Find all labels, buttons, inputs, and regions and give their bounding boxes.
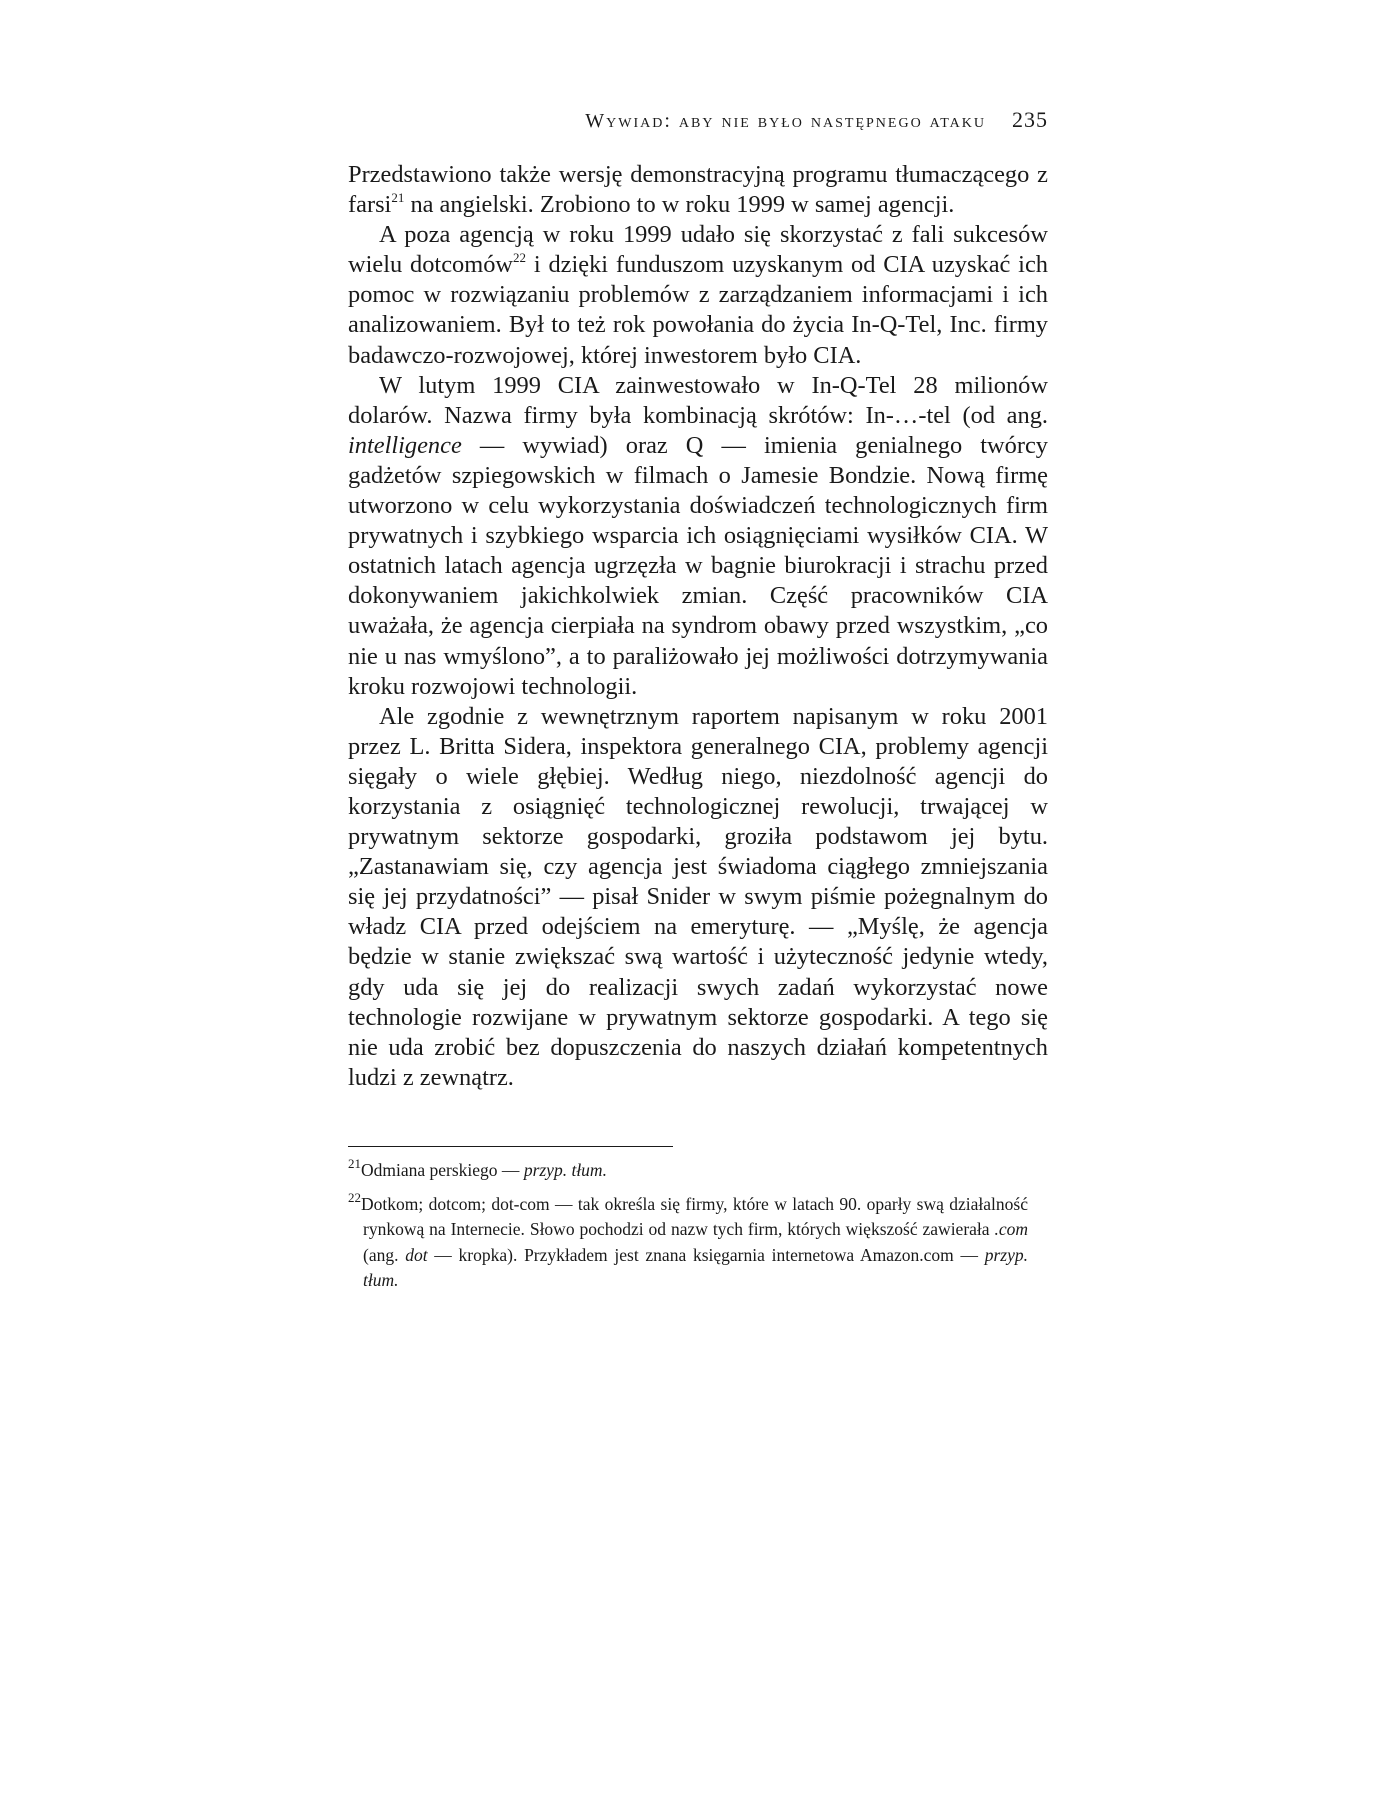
footnote-22: $^{22}$Dotkom; dotcom; dot-com — tak określa się firmy, które w latach 90. oparły swą działalność rynkową na Internecie. Słowo pochodzi od nazw tych firm, których większość zawierała .com (ang. dot — kropka). Przykładem jest znana księgarnia internetowa Amazon.com — przyp. tłum. [348, 1189, 1028, 1290]
paragraph-1: Przedstawiono także wersję demonstracyjną programu tłumaczącego z farsi$^{21}$ na angielski. Zrobiono to w roku 1999 w samej agencji. [348, 161, 1048, 219]
footnote-ref-21: 21 [391, 190, 405, 206]
italic-term: intelligence [348, 431, 462, 459]
page-number: 235 [1012, 107, 1048, 132]
main-text [348, 160, 1048, 1093]
footnote-number: 22 [348, 1189, 361, 1205]
paragraph-2: A poza agencją w roku 1999 udało się skorzystać z fali sukcesów wielu dotcomów$^{22}$ i dzięki funduszom uzyskanym od CIA uzyskać ich pomoc w rozwiązaniu problemów z zarządzaniem informacjami i ich analizowaniem. Był to też rok powołania do życia In-Q-Tel, Inc. firmy badawczo-rozwojowej, której inwestorem było CIA. [348, 221, 1048, 369]
footnote-21: $^{21}$Odmiana perskiego — przyp. tłum. [348, 1156, 607, 1180]
footnote-divider [348, 1146, 673, 1147]
paragraph-4: Ale zgodnie z wewnętrznym raportem napisanym w roku 2001 przez L. Britta Sidera, inspektora generalnego CIA, problemy agencji sięgały o wiele głębiej. Według niego, niezdolność agencji do korzystania z osiągnięć technologicznej rewolucji, trwającej w prywatnym sektorze gospodarki, groziła podstawom jej bytu. „Zastanawiam się, czy agencja jest świadoma ciągłego zmniejszania się jej przydatności” — pisał Snider w swym piśmie pożegnalnym do władz CIA przed odejściem na emeryturę. — „Myślę, że agencja będzie w stanie zwiększać swą wartość i użyteczność jedynie wtedy, gdy uda się jej do realizacji swych zadań wykorzystać nowe technologie rozwijane w prywatnym sektorze gospodarki. A tego się nie uda zrobić bez dopuszczenia do naszych działań kompetentnych ludzi z zewnątrz. [348, 702, 1048, 1091]
paragraph-3: W lutym 1999 CIA zainwestowało w In-Q-Tel 28 milionów dolarów. Nazwa firmy była kombinacją skrótów: In-…-tel (od ang. intelligence — wywiad) oraz Q — imienia genialnego twórcy gadżetów szpiegowskich w filmach o Jamesie Bondzie. Nową firmę utworzono w celu wykorzystania doświadczeń technologicznych firm prywatnych i szybkiego wsparcia ich osiągnięciami wysiłków CIA. W ostatnich latach agencja ugrzęzła w bagnie biurokracji i strachu przed dokonywaniem jakichkolwiek zmian. Część pracowników CIA uważała, że agencja cierpiała na syndrom obawy przed wszystkim, „co nie u nas wmyślono”, a to paraliżowało jej możliwości dotrzymywania kroku rozwojowi technologii. [348, 371, 1048, 700]
footnotes [348, 1158, 1028, 1302]
footnote-number: 21 [348, 1156, 361, 1171]
running-head [348, 100, 1048, 140]
running-head-title: Wywiad: aby nie było następnego ataku [585, 110, 986, 132]
footnote-ref-22: 22 [513, 250, 526, 266]
